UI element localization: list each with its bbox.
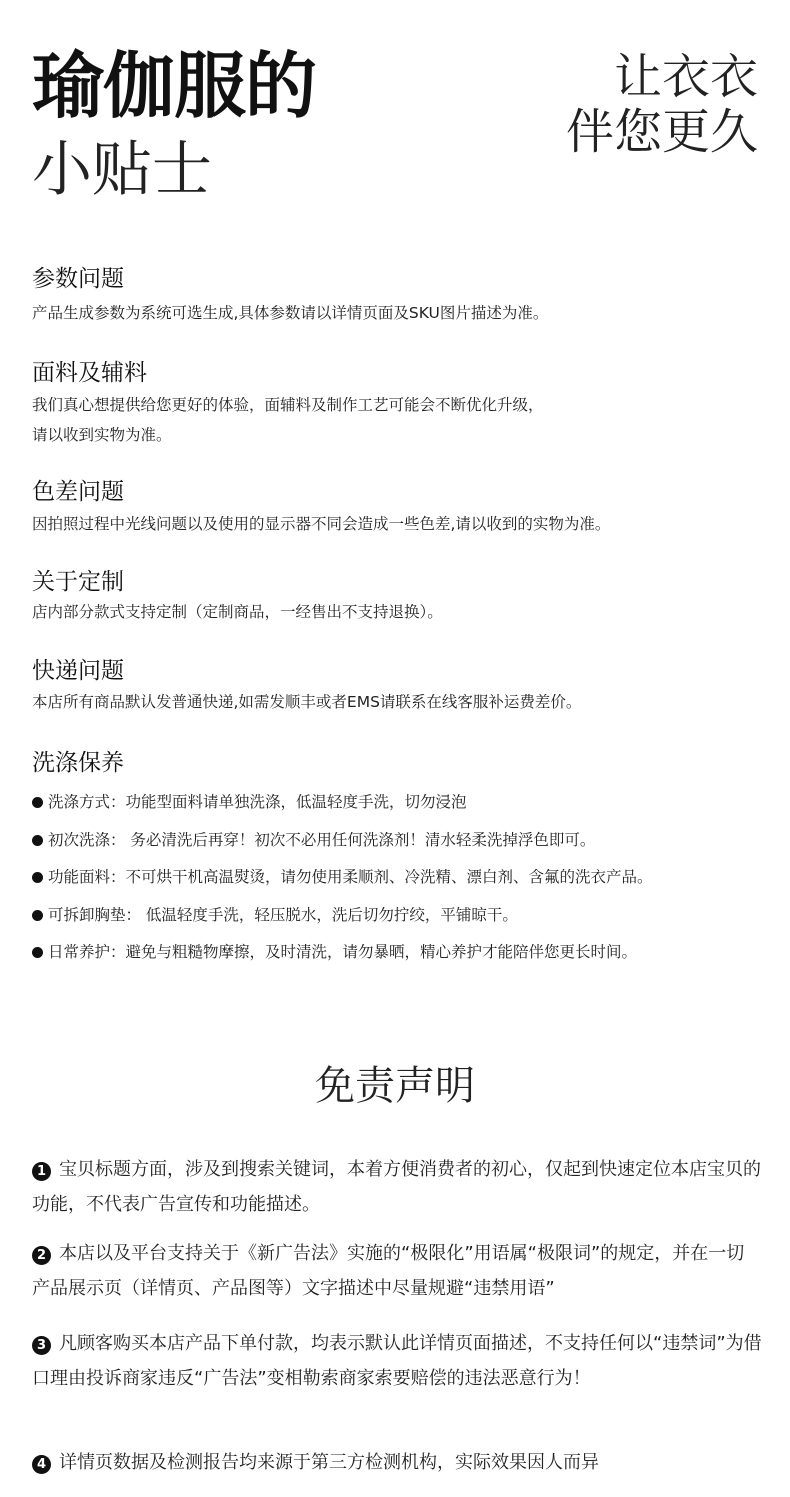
disclaimer-item: 1 宝贝标题方面，涉及到搜索关键词，本着方便消费者的初心，仅起到快速定位本店宝贝的功能，不代表广告宣传和功能描述。 xyxy=(32,1159,761,1215)
section-fabric xyxy=(32,356,544,449)
section-text: 因拍照过程中光线问题以及使用的显示器不同会造成一些色差,请以收到的实物为准。 xyxy=(32,515,611,533)
section-text: 本店所有商品默认发普通快递,如需发顺丰或者EMS请联系在线客服补运费差价。 xyxy=(32,693,582,711)
bullet-icon xyxy=(32,947,43,958)
hero-slogan xyxy=(566,50,758,160)
section-text: 店内部分款式支持定制（定制商品，一经售出不支持退换）。 xyxy=(32,603,443,621)
disclaimer-item: 3 凡顾客购买本店产品下单付款，均表示默认此详情页面描述，不支持任何以“违禁词”为借口理由投诉商家违反“广告法”变相勒索商家索要赔偿的违法恶意行为！ xyxy=(32,1333,762,1389)
care-item: 可拆卸胸垫： 低温轻度手洗，轻压脱水，洗后切勿拧绞，平铺晾干。 xyxy=(32,897,653,935)
disclaimer-title: 免责声明 xyxy=(315,1063,475,1109)
care-item: 初次洗涤： 务必清洗后再穿！初次不必用任何洗涤剂！清水轻柔洗掉浮色即可。 xyxy=(32,822,653,860)
number-badge-icon: 2 xyxy=(32,1246,51,1265)
bullet-icon xyxy=(32,797,43,808)
bullet-icon xyxy=(32,835,43,846)
number-badge-icon: 3 xyxy=(32,1336,51,1355)
section-color xyxy=(32,475,610,538)
section-title: 快递问题 xyxy=(32,658,124,684)
number-badge-icon: 1 xyxy=(32,1162,51,1181)
section-title: 参数问题 xyxy=(32,266,124,292)
hero-slogan-line1: 让衣衣 xyxy=(613,49,758,105)
disclaimer-item: 4 详情页数据及检测报告均来源于第三方检测机构，实际效果因人而异 xyxy=(32,1445,762,1480)
section-care xyxy=(32,746,653,972)
section-text: 产品生成参数为系统可选生成,具体参数请以详情页面及SKU图片描述为准。 xyxy=(32,304,549,322)
section-text: 请以收到实物为准。 xyxy=(32,426,172,444)
section-custom xyxy=(32,565,443,626)
section-express xyxy=(32,654,581,716)
section-title: 关于定制 xyxy=(32,569,124,595)
section-text: 我们真心想提供给您更好的体验，面辅料及制作工艺可能会不断优化升级， xyxy=(32,396,544,414)
section-title: 洗涤保养 xyxy=(32,750,124,776)
care-item: 功能面料：不可烘干机高温熨烫，请勿使用柔顺剂、冷洗精、漂白剂、含氟的洗衣产品。 xyxy=(32,859,653,897)
section-title: 面料及辅料 xyxy=(32,360,147,386)
section-title: 色差问题 xyxy=(32,479,124,505)
hero-title-sub: 小贴士 xyxy=(32,135,212,205)
bullet-icon xyxy=(32,872,43,883)
bullet-icon xyxy=(32,910,43,921)
care-list xyxy=(32,784,653,972)
section-params xyxy=(32,262,548,327)
number-badge-icon: 4 xyxy=(32,1455,51,1474)
hero-slogan-line2: 伴您更久 xyxy=(565,104,758,161)
hero-title-main: 瑜伽服的 xyxy=(32,44,317,128)
care-item: 日常养护：避免与粗糙物摩擦，及时清洗，请勿暴晒，精心养护才能陪伴您更长时间。 xyxy=(32,934,653,972)
care-item: 洗涤方式：功能型面料请单独洗涤，低温轻度手洗，切勿浸泡 xyxy=(32,784,653,822)
disclaimer-item: 2 本店以及平台支持关于《新广告法》实施的“极限化”用语属“极限词”的规定，并在一切产品展示页（详情页、产品图等）文字描述中尽量规避“违禁用语” xyxy=(32,1243,745,1299)
